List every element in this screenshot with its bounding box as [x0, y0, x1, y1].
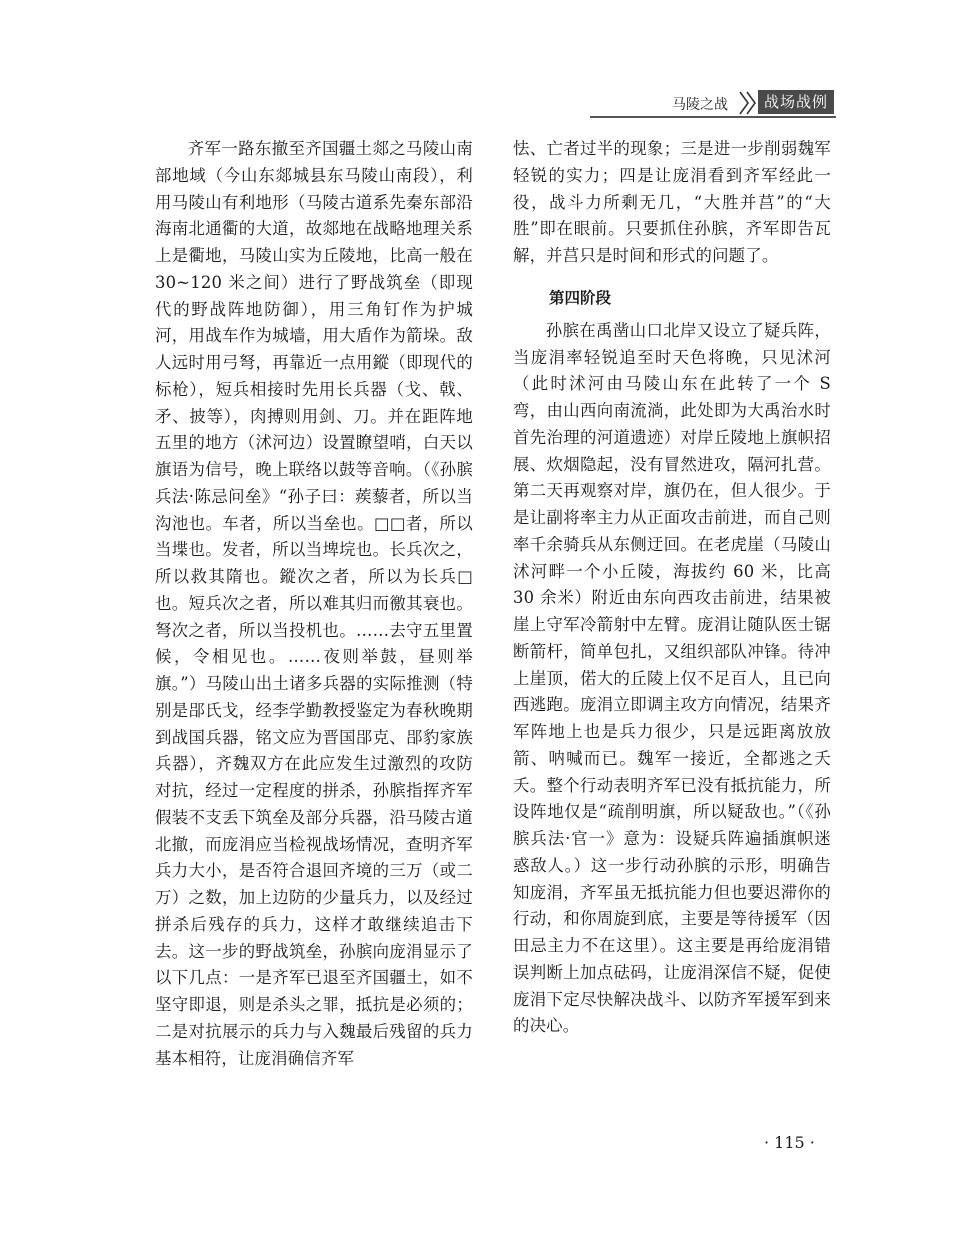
left-column: [155, 136, 473, 1072]
body-paragraph-continued: 怯、亡者过半的现象；三是进一步削弱魏军轻锐的实力；四是让庞涓看到齐军经此一役，战斗力所剩无几，“大胜并莒”的“大胜”即在眼前。只要抓住孙膑，齐军即告瓦解，并莒只是时间和形式的问题了。: [513, 139, 831, 265]
right-column: [513, 136, 831, 1040]
body-paragraph: 齐军一路东撤至齐国疆土郯之马陵山南部地域（今山东郯城县东马陵山南段），利用马陵山有利地形（马陵古道系先秦东部沿海南北通衢的大道，故郯地在战略地理关系上是衢地，马陵山实为丘陵地，比高一般在 30~120 米之间）进行了野战筑垒（即现代的野战阵地防御），用三角钉作为护城河，用战车作为城墙，用大盾作为箭垛。敌人远时用弓弩，再靠近一点用鏦（即现代的标枪），短兵相接时先用长兵器（戈、戟、矛、披等），肉搏则用剑、刀。并在距阵地五里的地方（沭河边）设置瞭望哨，白天以旗语为信号，晚上联络以鼓等音响。（《孙膑兵法·陈忌问垒》“孙子曰：蒺藜者，所以当沟池也。车者，所以当垒也。□□者，所以当堞也。发者，所以当埤垸也。长兵次之，所以救其隋也。鏦次之者，所以为长兵□也。短兵次之者，所以难其归而徼其衰也。弩次之者，所以当投机也。……去守五里置候，令相见也。……夜则举鼓，昼则举旗。”）马陵山出土诸多兵器的实际推测（特别是郘氏戈，经李学勤教授鉴定为春秋晚期到战国兵器，铭文应为晋国郘克、郘豹家族兵器），齐魏双方在此应发生过激烈的攻防对抗，经过一定程度的拼杀，孙膑指挥齐军假装不支丢下筑垒及部分兵器，沿马陵古道北撤，而庞涓应当检视战场情况，查明齐军兵力大小，是否符合退回齐境的三万（或二万）之数，加上边防的少量兵力，以及经过拼杀后残存的兵力，这样才敢继续追击下去。这一步的野战筑垒，孙膑向庞涓显示了以下几点：一是齐军已退至齐国疆土，如不坚守即退，则是杀头之罪，抵抗是必须的；二是对抗展示的兵力与入魏最后残留的兵力基本相符，让庞涓确信齐军: [155, 139, 473, 1068]
double-chevron-icon: [738, 91, 758, 115]
body-paragraph: 孙膑在禹凿山口北岸又设立了疑兵阵，当庞涓率轻锐追至时天色将晚，只见沭河（此时沭河由马陵山东在此转了一个 S 弯，由山西向南流淌，此处即为大禹治水时首先治理的河道遗迹）对岸丘陵地上旗帜招展、炊烟隐起，没有冒然进攻，隔河扎营。第二天再观察对岸，旗仍在，但人很少。于是让副将率主力从正面攻击前进，而自己则率千余骑兵从东侧迂回。在老虎崖（马陵山沭河畔一个小丘陵，海拔约 60 米，比高 30 余米）附近由东向西攻击前进，结果被崖上守军冷箭射中左臂。庞涓让随队医士锯断箭杆，简单包扎，又组织部队冲锋。待冲上崖顶，偌大的丘陵上仅不足百人，且已向西逃跑。庞涓立即调主攻方向情况，结果齐军阵地上也是兵力很少，只是远距离放放箭、呐喊而已。魏军一接近，全都逃之夭夭。整个行动表明齐军已没有抵抗能力，所设阵地仅是“疏削明旗，所以疑敌也。”（《孙膑兵法·官一》意为：设疑兵阵遍插旗帜迷惑敌人。）这一步行动孙膑的示形，明确告知庞涓，齐军虽无抵抗能力但也要迟滞你的行动，和你周旋到底，主要是等待援军（因田忌主力不在这里）。这主要是再给庞涓错误判断上加点砝码，让庞涓深信不疑，促使庞涓下定尽快解决战斗、以防齐军援军到来的决心。: [513, 320, 831, 1036]
header-rule: [590, 116, 836, 118]
section-tag: 战场战例: [758, 90, 834, 114]
chapter-title: 马陵之战: [672, 97, 728, 113]
section-heading: 第四阶段: [549, 288, 612, 307]
running-header: [590, 88, 836, 118]
page-number: · 115 ·: [764, 1133, 815, 1152]
